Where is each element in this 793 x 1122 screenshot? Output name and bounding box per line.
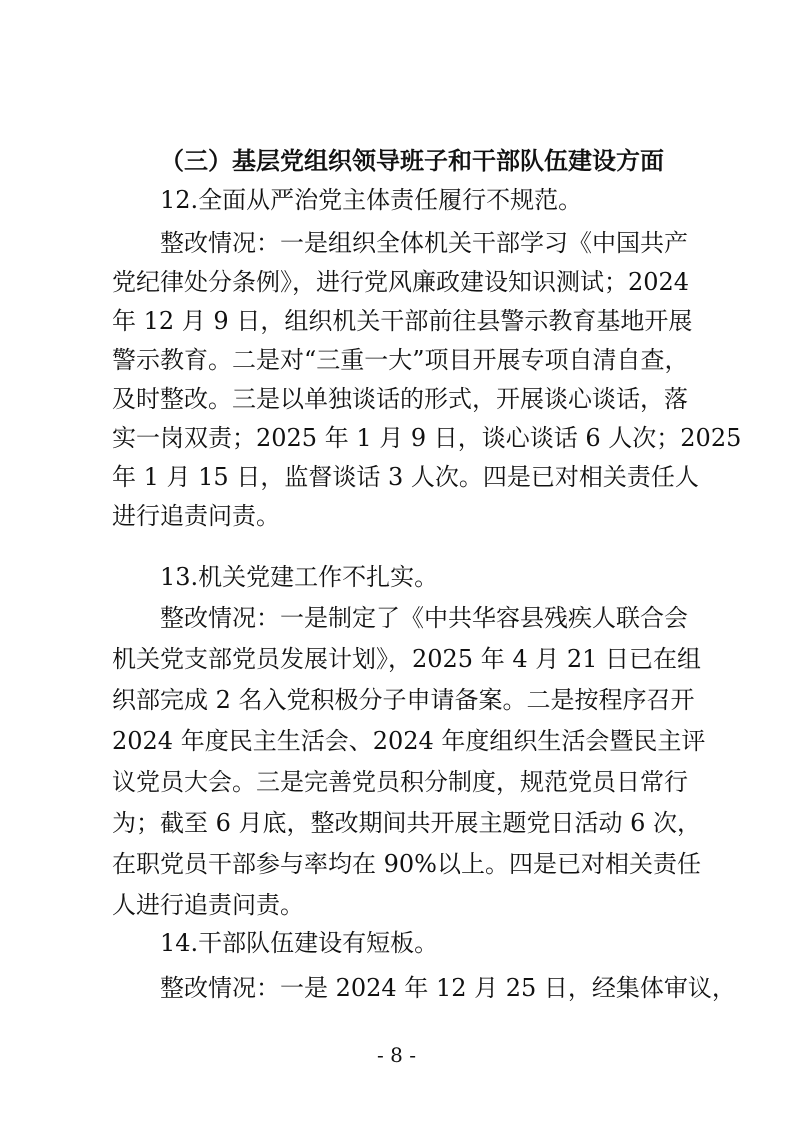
section-heading: （三）基层党组织领导班子和干部队伍建设方面 [160, 146, 664, 175]
item-13-title: 13.机关党建工作不扎实。 [160, 563, 439, 591]
item-13-line-6: 为；截至 6 月底，整改期间共开展主题党日活动 6 次， [112, 809, 702, 837]
item-13-line-4: 2024 年度民主生活会、2024 年度组织生活会暨民主评 [112, 727, 706, 755]
item-12-line-6: 实一岗双责；2025 年 1 月 9 日，谈心谈话 6 人次；2025 [112, 424, 742, 452]
item-12-line-1: 整改情况：一是组织全体机关干部学习《中国共产 [160, 229, 688, 257]
item-13-line-1: 整改情况：一是制定了《中共华容县残疾人联合会 [160, 604, 688, 632]
item-12-line-5: 及时整改。三是以单独谈话的形式，开展谈心谈话，落 [112, 385, 688, 413]
page-number: - 8 - [377, 1043, 416, 1067]
item-13-line-8: 人进行追责问责。 [112, 891, 304, 919]
item-13-line-5: 议党员大会。三是完善党员积分制度，规范党员日常行 [112, 768, 688, 796]
item-14-title: 14.干部队伍建设有短板。 [160, 929, 439, 957]
item-12-line-7: 年 1 月 15 日，监督谈话 3 人次。四是已对相关责任人 [112, 463, 699, 491]
item-13-line-3: 织部完成 2 名入党积极分子申请备案。二是按程序召开 [112, 686, 695, 714]
item-14-line-1: 整改情况：一是 2024 年 12 月 25 日，经集体审议， [160, 974, 736, 1002]
item-12-line-4: 警示教育。二是对“三重一大”项目开展专项自清自查， [112, 346, 689, 374]
item-13-line-2: 机关党支部党员发展计划》，2025 年 4 月 21 日已在组 [112, 645, 702, 673]
item-12-line-2: 党纪律处分条例》，进行党风廉政建设知识测试；2024 [112, 268, 690, 296]
item-12-line-3: 年 12 月 9 日，组织机关干部前往县警示教育基地开展 [112, 307, 693, 335]
item-12-title: 12.全面从严治党主体责任履行不规范。 [160, 186, 583, 214]
item-12-line-8: 进行追责问责。 [112, 502, 280, 530]
item-13-line-7: 在职党员干部参与率均在 90%以上。四是已对相关责任 [112, 850, 701, 878]
